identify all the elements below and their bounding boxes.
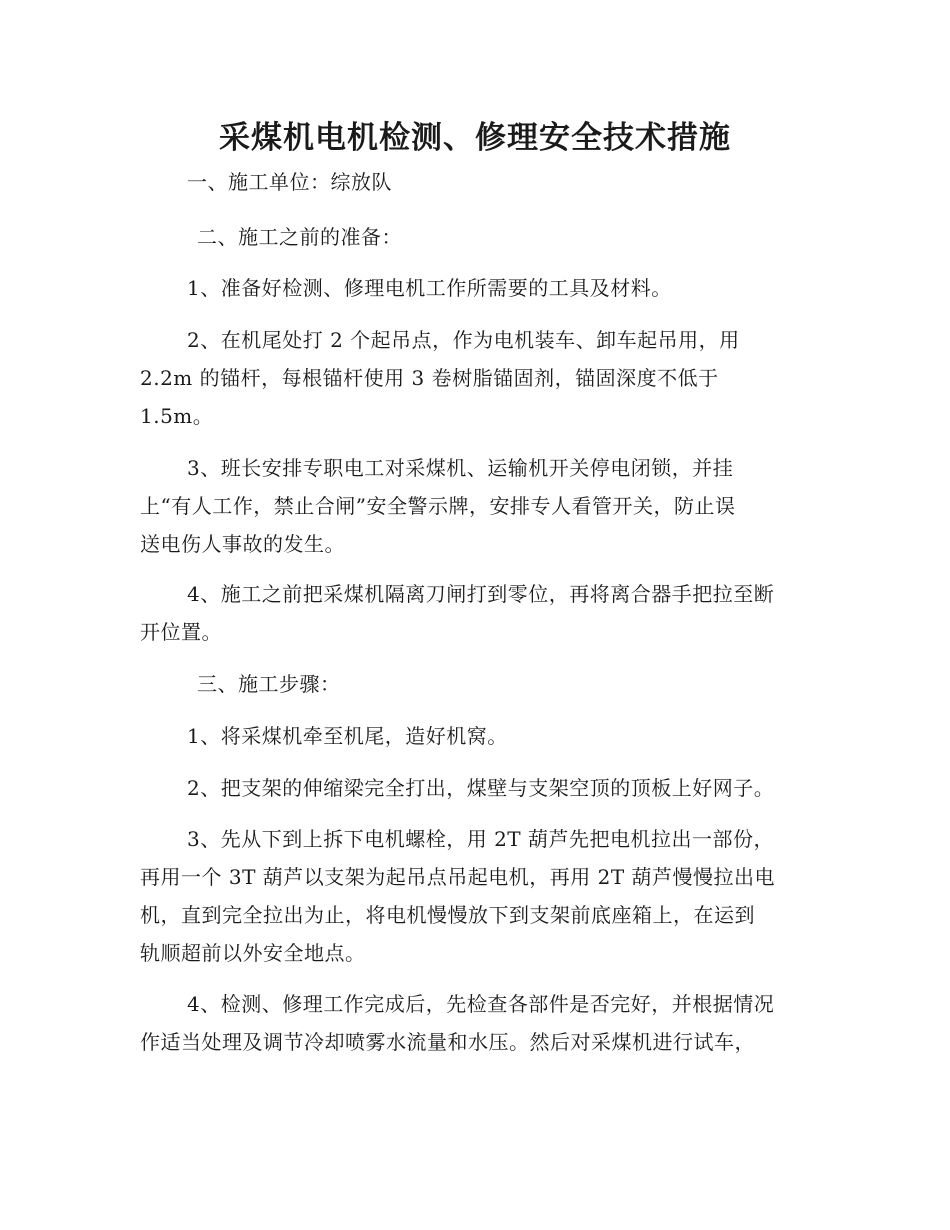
paragraph-line: 2.2m 的锚杆，每根锚杆使用 3 卷树脂锚固剂，锚固深度不低于 — [140, 366, 719, 390]
paragraph-line: 1、准备好检测、修理电机工作所需要的工具及材料。 — [187, 276, 672, 300]
paragraph-line: 开位置。 — [140, 620, 222, 644]
paragraph-line: 4、检测、修理工作完成后，先检查各部件是否完好，并根据情况 — [187, 992, 775, 1016]
section-heading: 一、施工单位：综放队 — [187, 170, 392, 194]
paragraph-line: 1.5m。 — [140, 404, 214, 428]
section-heading: 三、施工步骤： — [197, 672, 341, 696]
paragraph-line: 1、将采煤机牵至机尾，造好机窝。 — [187, 724, 508, 748]
section-heading: 二、施工之前的准备： — [197, 225, 402, 249]
document-title: 采煤机电机检测、修理安全技术措施 — [219, 120, 731, 156]
paragraph-line: 3、班长安排专职电工对采煤机、运输机开关停电闭锁，并挂 — [187, 456, 734, 480]
paragraph-line: 机，直到完全拉出为止，将电机慢慢放下到支架前底座箱上，在运到 — [140, 903, 755, 927]
paragraph-line: 再用一个 3T 葫芦以支架为起吊点吊起电机，再用 2T 葫芦慢慢拉出电 — [140, 865, 776, 889]
paragraph-line: 4、施工之前把采煤机隔离刀闸打到零位，再将离合器手把拉至断 — [187, 582, 775, 606]
paragraph-line: 上“有人工作，禁止合闸”安全警示牌，安排专人看管开关，防止误 — [140, 494, 736, 518]
paragraph-line: 2、把支架的伸缩梁完全打出，煤壁与支架空顶的顶板上好网子。 — [187, 776, 775, 800]
paragraph-line: 轨顺超前以外安全地点。 — [140, 941, 366, 965]
paragraph-line: 2、在机尾处打 2 个起吊点，作为电机装车、卸车起吊用，用 — [187, 328, 740, 352]
paragraph-line: 3、先从下到上拆下电机螺栓，用 2T 葫芦先把电机拉出一部份， — [187, 827, 775, 851]
paragraph-line: 作适当处理及调节冷却喷雾水流量和水压。然后对采煤机进行试车， — [140, 1030, 755, 1054]
paragraph-line: 送电伤人事故的发生。 — [140, 532, 345, 556]
